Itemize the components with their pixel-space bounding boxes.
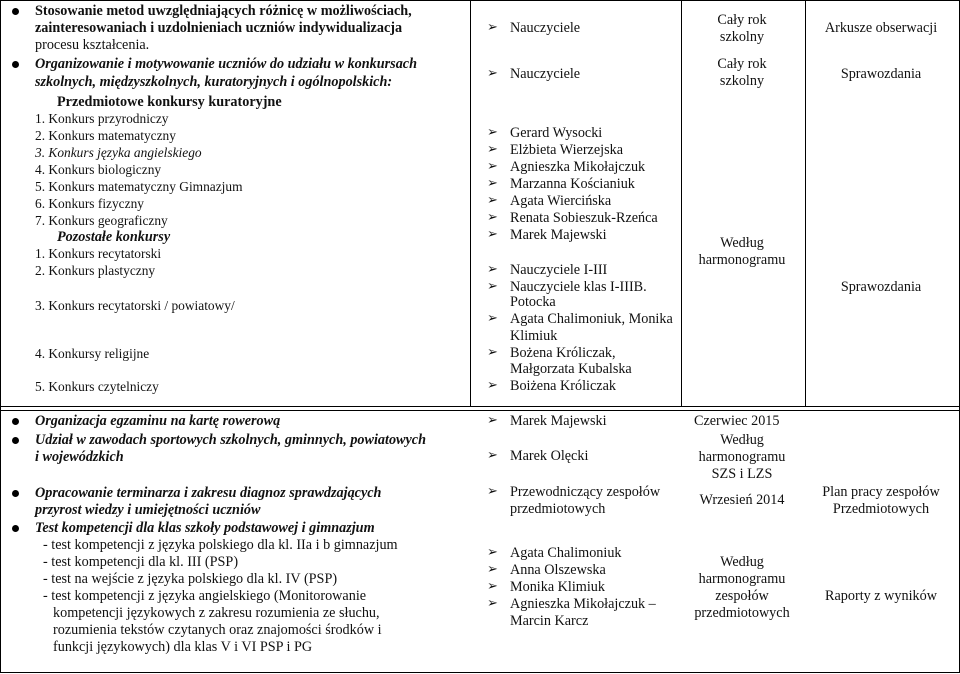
- responsible-text: Marcin Karcz: [510, 613, 589, 629]
- term-text: harmonogramu: [698, 449, 786, 465]
- task-text: Udział w zawodach sportowych szkolnych, gminnych, powiatowych: [35, 432, 426, 448]
- arrow-bullet-icon: ➢: [487, 142, 498, 157]
- documentation-text: Arkusze obserwacji: [824, 20, 938, 36]
- task-text: - test na wejście z języka polskiego dla kl. IV (PSP): [43, 571, 338, 587]
- term-text: harmonogramu: [698, 252, 786, 268]
- responsible-text: Boiżena Króliczak: [510, 378, 616, 394]
- responsible-text: Marek Olęcki: [510, 448, 589, 464]
- list-item: 1. Konkurs recytatorski: [35, 246, 162, 261]
- section-heading: Przedmiotowe konkursy kuratoryjne: [57, 94, 282, 110]
- arrow-bullet-icon: ➢: [487, 311, 498, 326]
- arrow-bullet-icon: ➢: [487, 193, 498, 208]
- responsible-text: Gerard Wysocki: [510, 125, 603, 141]
- responsible-text: Agnieszka Mikołajczuk –: [510, 596, 656, 612]
- term-text: Według: [720, 235, 764, 251]
- responsible-text: Marek Majewski: [510, 227, 607, 243]
- arrow-bullet-icon: ➢: [487, 562, 498, 577]
- term-text: szkolny: [719, 29, 765, 45]
- arrow-bullet-icon: ➢: [487, 210, 498, 225]
- responsible-text: Nauczyciele: [510, 20, 581, 36]
- term-text: szkolny: [719, 73, 765, 89]
- list-item: 4. Konkurs biologiczny: [35, 162, 162, 177]
- responsible-text: Marzanna Kościaniuk: [510, 176, 635, 192]
- bullet-icon: [12, 61, 19, 68]
- responsible-text: Przewodniczący zespołów: [510, 484, 661, 500]
- term-text: Wrzesień 2014: [699, 492, 785, 508]
- arrow-bullet-icon: ➢: [487, 484, 498, 499]
- documentation-text: Przedmiotowych: [832, 501, 930, 517]
- task-text: Opracowanie terminarza i zakresu diagnoz sprawdzających: [35, 485, 382, 501]
- arrow-bullet-icon: ➢: [487, 448, 498, 463]
- bullet-icon: [12, 490, 19, 497]
- term-text: zespołów: [715, 588, 769, 604]
- term-text: Według: [720, 554, 764, 570]
- list-item: 3. Konkurs języka angielskiego: [35, 145, 202, 160]
- responsible-text: Elżbieta Wierzejska: [510, 142, 624, 158]
- task-text: - test kompetencji z języka angielskiego (Monitorowanie: [43, 588, 367, 604]
- term-text: Cały rok: [717, 12, 767, 28]
- responsible-text: Renata Sobieszuk-Rzeńca: [510, 210, 658, 226]
- responsible-text: Potocka: [510, 294, 556, 310]
- task-text: szkolnych, międzyszkolnych, kuratoryjnych i ogólnopolskich:: [35, 74, 393, 90]
- arrow-bullet-icon: ➢: [487, 176, 498, 191]
- documentation-text: Sprawozdania: [840, 66, 922, 82]
- responsible-text: Nauczyciele I-III: [510, 262, 608, 278]
- responsible-text: przedmiotowych: [510, 501, 606, 517]
- task-text: procesu kształcenia.: [35, 37, 150, 53]
- task-text: Test kompetencji dla klas szkoły podstawowej i gimnazjum: [35, 520, 375, 536]
- task-text: i wojewódzkich: [35, 449, 124, 465]
- list-item: 7. Konkurs geograficzny: [35, 213, 168, 228]
- arrow-bullet-icon: ➢: [487, 413, 498, 428]
- arrow-bullet-icon: ➢: [487, 262, 498, 277]
- responsible-text: Monika Klimiuk: [510, 579, 605, 595]
- list-item: 4. Konkursy religijne: [35, 346, 150, 361]
- arrow-bullet-icon: ➢: [487, 378, 498, 393]
- responsible-text: Agata Chalimoniuk: [510, 545, 622, 561]
- arrow-bullet-icon: ➢: [487, 545, 498, 560]
- list-item: 6. Konkurs fizyczny: [35, 196, 144, 211]
- task-text: - test kompetencji dla kl. III (PSP): [43, 554, 239, 570]
- responsible-text: Marek Majewski: [510, 413, 607, 429]
- responsible-text: Agata Wiercińska: [510, 193, 612, 209]
- responsible-text: Bożena Króliczak,: [510, 345, 616, 361]
- bullet-icon: [12, 8, 19, 15]
- responsible-text: Agata Chalimoniuk, Monika: [510, 311, 673, 327]
- documentation-text: Sprawozdania: [840, 279, 922, 295]
- bullet-icon: [12, 525, 19, 532]
- documentation-text: Raporty z wyników: [825, 588, 937, 604]
- bullet-icon: [12, 418, 19, 425]
- task-text: zainteresowaniach i uzdolnieniach uczniów indywidualizacja: [35, 20, 403, 36]
- arrow-bullet-icon: ➢: [487, 579, 498, 594]
- responsible-text: Nauczyciele klas I-IIIB.: [510, 279, 647, 295]
- arrow-bullet-icon: ➢: [487, 66, 498, 81]
- list-item: 2. Konkurs plastyczny: [35, 263, 156, 278]
- list-item: 5. Konkurs czytelniczy: [35, 379, 159, 394]
- term-text: Czerwiec 2015: [694, 413, 780, 429]
- task-text: Organizowanie i motywowanie uczniów do udziału w konkursach: [35, 56, 417, 72]
- arrow-bullet-icon: ➢: [487, 159, 498, 174]
- task-text: Organizacja egzaminu na kartę rowerową: [35, 413, 281, 429]
- arrow-bullet-icon: ➢: [487, 227, 498, 242]
- task-text: rozumienia tekstów czytanych oraz znajomości środków i: [53, 622, 382, 638]
- task-text: przyrost wiedzy i umiejętności uczniów: [35, 502, 261, 518]
- list-item: 1. Konkurs przyrodniczy: [35, 111, 169, 126]
- term-text: SZS i LZS: [711, 466, 773, 482]
- responsible-text: Nauczyciele: [510, 66, 581, 82]
- list-item: 3. Konkurs recytatorski / powiatowy/: [35, 298, 235, 313]
- arrow-bullet-icon: ➢: [487, 345, 498, 360]
- responsible-text: Klimiuk: [510, 328, 558, 344]
- task-text: - test kompetencji z języka polskiego dla kl. IIa i b gimnazjum: [43, 537, 398, 553]
- list-item: 5. Konkurs matematyczny Gimnazjum: [35, 179, 243, 194]
- responsible-text: Anna Olszewska: [510, 562, 606, 578]
- task-text: Stosowanie metod uwzględniających różnicę w możliwościach,: [35, 3, 412, 19]
- task-text: kompetencji językowych z zakresu rozumienia ze słuchu,: [53, 605, 380, 621]
- arrow-bullet-icon: ➢: [487, 279, 498, 294]
- arrow-bullet-icon: ➢: [487, 596, 498, 611]
- term-text: przedmiotowych: [694, 605, 790, 621]
- term-text: Według: [720, 432, 764, 448]
- term-text: harmonogramu: [698, 571, 786, 587]
- section-heading: Pozostałe konkursy: [57, 229, 171, 245]
- arrow-bullet-icon: ➢: [487, 20, 498, 35]
- task-text: funkcji językowych) dla klas V i VI PSP i PG: [53, 639, 313, 655]
- responsible-text: Agnieszka Mikołajczuk: [510, 159, 646, 175]
- documentation-text: Plan pracy zespołów: [822, 484, 940, 500]
- bullet-icon: [12, 437, 19, 444]
- arrow-bullet-icon: ➢: [487, 125, 498, 140]
- responsible-text: Małgorzata Kubalska: [510, 361, 632, 377]
- list-item: 2. Konkurs matematyczny: [35, 128, 176, 143]
- term-text: Cały rok: [717, 56, 767, 72]
